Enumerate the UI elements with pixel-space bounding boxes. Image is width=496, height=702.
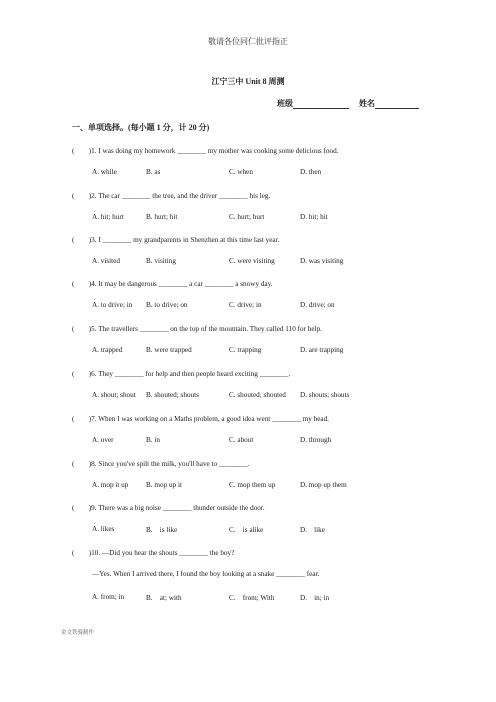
option-c[interactable]: C. shouted; shouted (229, 391, 286, 399)
option-c[interactable]: C. from; With (229, 594, 275, 602)
option-c[interactable]: C. when (229, 168, 253, 176)
option-c[interactable]: C. were visiting (229, 257, 275, 265)
options-row (92, 391, 422, 401)
option-c[interactable]: C. drive; in (229, 301, 262, 309)
question-stem: ( )7. When I was working on a Maths problem, a good idea went ________ my head. (72, 415, 329, 423)
option-a[interactable]: A. from; in (92, 593, 125, 601)
page-title: 江宁三中 Unit 8 周测 (211, 77, 285, 86)
option-a[interactable]: A. to drive; in (92, 301, 133, 309)
option-a[interactable]: A. over (92, 436, 114, 444)
option-b[interactable]: B. shouted; shouts (146, 391, 199, 399)
options-row (92, 346, 422, 356)
class-name-line (277, 98, 419, 109)
page-footer: 金文铁骑制作 (61, 630, 95, 636)
option-c[interactable]: C. is alike (229, 526, 264, 534)
question-stem: ( )4. It may be dangerous ________ a car ________ a snowy day. (72, 280, 273, 288)
question-stem: ( )1. I was doing my homework ________ my mother was cooking some delicious food. (72, 147, 339, 155)
option-c[interactable]: C. mop them up (229, 481, 276, 489)
question-stem: ( )10. —Did you hear the shouts ________ the boy? (72, 549, 235, 557)
option-c[interactable]: C. trapping (229, 346, 262, 354)
option-b[interactable]: B. hurt; hit (146, 213, 178, 221)
options-row (92, 257, 422, 267)
question-stem: ( )2. The car ________ the tree, and the driver ________ his leg. (72, 192, 271, 200)
question-stem: ( )6. They ________ for help and then people heard exciting ________. (72, 370, 291, 378)
option-b[interactable]: B. visiting (146, 257, 176, 265)
question-stem: ( )5. The travellers ________ on the top of the mountain. They called 110 for help. (72, 325, 322, 333)
option-b[interactable]: B. is like (146, 526, 178, 534)
option-b[interactable]: B. at; with (146, 594, 182, 602)
option-d[interactable]: D. was visiting (300, 257, 344, 265)
option-a[interactable]: A. trapped (92, 346, 123, 354)
option-a[interactable]: A. mop it up (92, 481, 129, 489)
options-row (92, 525, 422, 535)
options-row (92, 481, 422, 491)
option-d[interactable]: D. through (300, 436, 332, 444)
option-b[interactable]: B. in (146, 436, 160, 444)
options-row (92, 213, 422, 223)
option-d[interactable]: D. then (300, 168, 322, 176)
options-row (92, 436, 422, 446)
option-a[interactable]: A. shout; shout (92, 391, 136, 399)
option-c[interactable]: C. hurt; hurt (229, 213, 265, 221)
question-stem-line2: —Yes. When I arrived there, I found the boy looking at a snake ________ fear. (92, 570, 320, 578)
option-d[interactable]: D. drive; on (300, 301, 335, 309)
option-d[interactable]: D. shouts; shouts (300, 391, 350, 399)
option-b[interactable]: B. as (146, 168, 161, 176)
question-stem: ( )3. I ________ my grandparents in Shenzhen at this time last year. (72, 236, 280, 244)
question-stem: ( )8. Since you've spilt the milk, you'll have to ________. (72, 460, 250, 468)
option-b[interactable]: B. to drive; on (146, 301, 188, 309)
option-a[interactable]: A. likes (92, 525, 115, 533)
option-d[interactable]: D. are trapping (300, 346, 344, 354)
option-c[interactable]: C. about (229, 436, 254, 444)
option-b[interactable]: B. were trapped (146, 346, 192, 354)
name-label: 姓名 (359, 99, 375, 108)
option-d[interactable]: D. mop up them (300, 481, 347, 489)
class-blank[interactable] (293, 100, 349, 109)
question-stem: ( )9. There was a big noise ________ thunder outside the door. (72, 504, 265, 512)
option-d[interactable]: D. in; in (300, 594, 330, 602)
options-row (92, 593, 422, 603)
class-label: 班级 (277, 99, 293, 108)
option-a[interactable]: A. hit; hurt (92, 213, 124, 221)
options-row (92, 168, 422, 178)
page-header: 敬请各位同仁批评指正 (208, 37, 288, 46)
option-d[interactable]: D. hit; hit (300, 213, 328, 221)
option-a[interactable]: A. while (92, 168, 117, 176)
option-a[interactable]: A. visited (92, 257, 120, 265)
name-blank[interactable] (375, 100, 419, 109)
option-b[interactable]: B. mop up it (146, 481, 182, 489)
section-title: 一、单项选择。(每小题 1 分，计 20 分) (72, 123, 210, 132)
option-d[interactable]: D. like (300, 526, 325, 534)
options-row (92, 301, 422, 311)
